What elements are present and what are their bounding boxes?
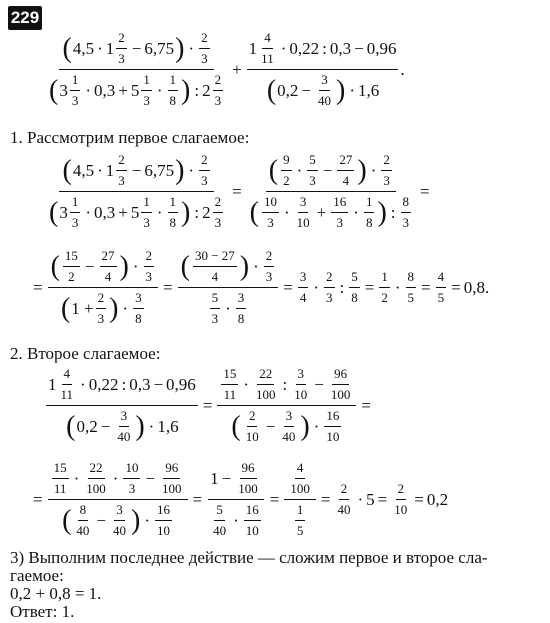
main-fraction-1: ( 4,5 · 1 $\frac{2}{3}$ − 6,75 ) · $\frac{2}{3}$ ( 3 $\frac{1}{3}$ · 0,3 + 5 $\frac{1}{3}$ · $\frac{1}{8}$ ) : 2 $\frac{2}{3}$ [49, 30, 222, 108]
main-fraction-2: 1 $\frac{4}{11}$ · 0,22 : 0,3 − 0,96 ( 0,2 − $\frac{3}{40}$ ) · 1,6 [248, 30, 397, 108]
main-expression: ( 4,5 · 1 $\frac{2}{3}$ − 6,75 ) · $\frac{2}{3}$ ( 3 $\frac{1}{3}$ · 0,3 + 5 $\frac{1}{3}$ · $\frac{1}{8}$ ) : 2 $\frac{2}{3}$ + 1 $\frac{4}{11}$ · 0,22 : 0,3 − 0,96 ( 0,2 − $\frac{3}{40}$ ) · 1,6 . [44, 30, 405, 109]
problem-number-badge: 229 [8, 6, 42, 30]
step-3-line-1: 3) Выполним последнее действие — сложим первое и второе сла- [10, 548, 488, 567]
step-3-line-2: гаемое: [10, 566, 64, 585]
step-2-line-a: 1 $\frac{4}{11}$ · 0,22 : 0,3 − 0,96 ( 0,2 − $\frac{3}{40}$ ) · 1,6 = $\frac{15}{11}$ · $\frac{22}{100}$ : $\frac{3}{10}$ − $\frac{96}{100}$ ( $\frac{2}{10}$ − $\frac{3}{40}$ ) · $\frac{16}{10}$ = [48, 366, 371, 444]
step-1-line-a: ( 4,5 · 1 $\frac{2}{3}$ − 6,75 ) · $\frac{2}{3}$ ( 3 $\frac{1}{3}$ · 0,3 + 5 $\frac{1}{3}$ · $\frac{1}{8}$ ) : 2 $\frac{2}{3}$ = ( $\frac{9}{2}$ · $\frac{5}{3}$ − $\frac{27}{4}$ ) · $\frac{2}{3}$ ( $\frac{10}{3}$ · $\frac{3}{10}$ + $\frac{16}{3}$ · $\frac{1}{8}$ ) : $\frac{8}{3}$ = [49, 152, 430, 230]
step-3-equation: 0,2 + 0,8 = 1. [10, 584, 102, 603]
step-1-line-b: = ( $\frac{15}{2}$ − $\frac{27}{4}$ ) · $\frac{2}{3}$ ( 1 + $\frac{2}{3}$ ) · $\frac{3}{8}$ = ( $\frac{30 - 27}{4}$ ) · $\frac{2}{3}$ $\frac{5}{3}$ · $\frac{3}{8}$ = $\frac{3}{4}$ · $\frac{2}{3}$ : $\frac{5}{8}$ = $\frac{1}{2}$ · $\frac{8}{5}$ = $\frac{4}{5}$ = 0,8 . [33, 248, 490, 326]
answer: Ответ: 1. [10, 602, 75, 621]
step-2-line-b: = $\frac{15}{11}$ · $\frac{22}{100}$ · $\frac{10}{3}$ − $\frac{96}{100}$ ( $\frac{8}{40}$ − $\frac{3}{40}$ ) · $\frac{16}{10}$ = 1 − $\frac{96}{100}$ $\frac{5}{40}$ · $\frac{16}{10}$ = $\frac{\frac{4}{100}}{\frac{1}{5}}$ = $\frac{2}{40}$ · 5 = $\frac{2}{10}$ = 0,2 [33, 460, 449, 538]
step-1-title: 1. Рассмотрим первое слагаемое: [10, 128, 250, 147]
step-2-title: 2. Второе слагаемое: [10, 344, 161, 363]
